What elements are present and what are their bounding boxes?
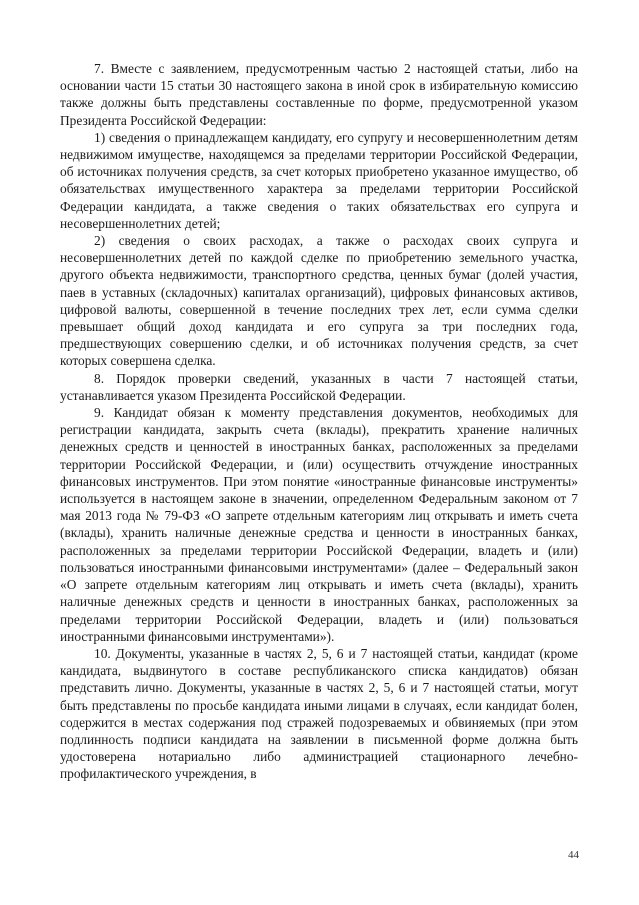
- paragraph-7-item-2: 2) сведения о своих расходах, а также о расходах своих супруга и несовершеннолетних детей по каждой сделке по приобретению земельного участка, другого объекта недвижимости, транспортного средства, ценных бумаг (долей участия, паев в уставных (складочных) капиталах организаций), цифровых финансовых активов, цифровой валюты, совершенной в течение последних трех лет, если сумма сделки превышает общий доход кандидата и его супруга за три последних года, предшествующих совершению сделки, и об источниках получения средств, за счет которых совершена сделка.: [60, 233, 578, 369]
- page-number: 44: [568, 849, 579, 861]
- paragraph-7: 7. Вместе с заявлением, предусмотренным частью 2 настоящей статьи, либо на основании части 15 статьи 30 настоящего закона в иной срок в избирательную комиссию также должны быть представлены составленные по форме, предусмотренной указом Президента Российской Федерации:: [60, 61, 578, 128]
- paragraph-10: 10. Документы, указанные в частях 2, 5, 6 и 7 настоящей статьи, кандидат (кроме кандидата, выдвинутого в составе республиканского списка кандидатов) обязан представить лично. Документы, указанные в частях 2, 5, 6 и 7 настоящей статьи, могут быть представлены по просьбе кандидата иными лицами в случаях, если кандидат болен, содержится в местах содержания под стражей подозреваемых и обвиняемых (при этом подлинность подписи кандидата на заявлении в письменной форме должна быть удостоверена нотариально либо администрацией стационарного лечебно-профилактического учреждения, в: [60, 645, 578, 782]
- paragraph-7-item-1: 1) сведения о принадлежащем кандидату, его супругу и несовершеннолетним детям недвижимом имуществе, находящемся за пределами территории Российской Федерации, об источниках получения средств, за счет которых приобретено указанное имущество, об обязательствах имущественного характера за пределами территории Российской Федерации кандидата, а также сведения о таких обязательствах его супруга и несовершеннолетних детей;: [60, 129, 578, 231]
- document-body: [60, 60, 578, 783]
- paragraph-9: 9. Кандидат обязан к моменту представления документов, необходимых для регистрации кандидата, закрыть счета (вклады), прекратить хранение наличных денежных средств и ценностей в иностранных банках, расположенных за пределами территории Российской Федерации, и (или) осуществить отчуждение иностранных финансовых инструментов. При этом понятие «иностранные финансовые инструменты» используется в настоящем законе в значении, определенном Федеральным законом от 7 мая 2013 года № 79-ФЗ «О запрете отдельным категориям лиц открывать и иметь счета (вклады), хранить наличные денежные средства и ценности в иностранных банках, расположенных за пределами территории Российской Федерации, владеть и (или) пользоваться иностранными финансовыми инструментами» (далее – Федеральный закон «О запрете отдельным категориям лиц открывать и иметь счета (вклады), хранить наличные денежных средств и ценности в иностранных банках, расположенных за пределами территории Российской Федерации, владеть и (или) пользоваться иностранными финансовыми инструментами»).: [60, 405, 578, 644]
- paragraph-8: 8. Порядок проверки сведений, указанных в части 7 настоящей статьи, устанавливается указом Президента Российской Федерации.: [60, 370, 578, 403]
